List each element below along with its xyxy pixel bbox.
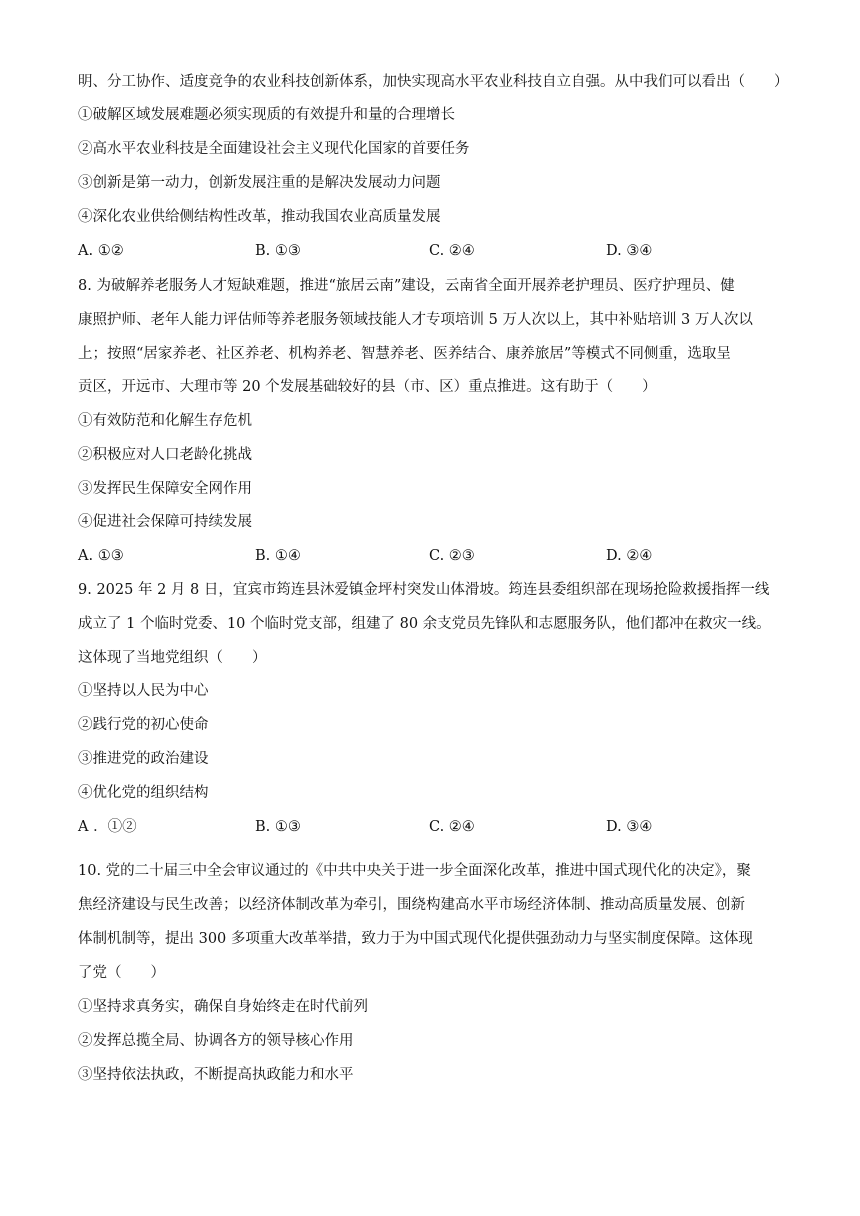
q10-item-1: ①坚持求真务实，确保自身始终走在时代前列 bbox=[78, 999, 368, 1015]
q9-options bbox=[78, 817, 798, 837]
q7-option-c[interactable]: C. ②④ bbox=[429, 243, 475, 259]
q8-stem-line-1: 8. 为破解养老服务人才短缺难题，推进“旅居云南”建设，云南省全面开展养老护理员、医疗护理员、健 bbox=[78, 278, 735, 294]
q7-item-4: ④深化农业供给侧结构性改革，推动我国农业高质量发展 bbox=[78, 209, 441, 225]
q10-stem-line-4: 了党（ ） bbox=[78, 965, 165, 981]
q9-option-c[interactable]: C. ②④ bbox=[429, 819, 475, 835]
q9-stem-line-1: 9. 2025 年 2 月 8 日，宜宾市筠连县沐爱镇金坪村突发山体滑坡。筠连县委组织部在现场抢险救援指挥一线 bbox=[78, 582, 770, 598]
q8-option-a[interactable]: A. ①③ bbox=[78, 548, 124, 564]
q10-stem-line-2: 焦经济建设与民生改善；以经济体制改革为牵引，围绕构建高水平市场经济体制、推动高质量发展、创新 bbox=[78, 897, 745, 913]
q7-item-1: ①破解区域发展难题必须实现质的有效提升和量的合理增长 bbox=[78, 107, 455, 123]
q7-option-d[interactable]: D. ③④ bbox=[606, 243, 653, 259]
q9-option-d[interactable]: D. ③④ bbox=[606, 819, 653, 835]
q9-item-2: ②践行党的初心使命 bbox=[78, 717, 209, 733]
q7-option-a[interactable]: A. ①② bbox=[78, 243, 124, 259]
q8-item-4: ④促进社会保障可持续发展 bbox=[78, 514, 252, 530]
q10-item-3: ③坚持依法执政，不断提高执政能力和水平 bbox=[78, 1067, 354, 1083]
q9-stem-line-3: 这体现了当地党组织（ ） bbox=[78, 650, 267, 666]
q8-stem-line-3: 上；按照“居家养老、社区养老、机构养老、智慧养老、医养结合、康养旅居”等模式不同侧重，选取呈 bbox=[78, 346, 731, 362]
q8-options bbox=[78, 546, 798, 566]
q8-option-c[interactable]: C. ②③ bbox=[429, 548, 475, 564]
q7-item-3: ③创新是第一动力，创新发展注重的是解决发展动力问题 bbox=[78, 175, 441, 191]
q10-stem-line-1: 10. 党的二十届三中全会审议通过的《中共中央关于进一步全面深化改革，推进中国式现代化的决定》，聚 bbox=[78, 863, 751, 879]
q8-option-d[interactable]: D. ②④ bbox=[606, 548, 653, 564]
q8-stem-line-2: 康照护师、老年人能力评估师等养老服务领域技能人才专项培训 5 万人次以上，其中补贴培训 3 万人次以 bbox=[78, 312, 753, 328]
q8-stem-line-4: 贡区，开远市、大理市等 20 个发展基础较好的县（市、区）重点推进。这有助于（ ） bbox=[78, 379, 657, 395]
q9-item-1: ①坚持以人民为中心 bbox=[78, 683, 209, 699]
q9-stem-line-2: 成立了 1 个临时党委、10 个临时党支部，组建了 80 余支党员先锋队和志愿服务队，他们都冲在救灾一线。 bbox=[78, 616, 771, 632]
q7-item-2: ②高水平农业科技是全面建设社会主义现代化国家的首要任务 bbox=[78, 141, 470, 157]
q8-item-1: ①有效防范和化解生存危机 bbox=[78, 413, 252, 429]
q9-item-3: ③推进党的政治建设 bbox=[78, 751, 209, 767]
q8-item-2: ②积极应对人口老龄化挑战 bbox=[78, 447, 252, 463]
q8-option-b[interactable]: B. ①④ bbox=[255, 548, 301, 564]
q7-option-b[interactable]: B. ①③ bbox=[255, 243, 301, 259]
q10-item-2: ②发挥总揽全局、协调各方的领导核心作用 bbox=[78, 1033, 354, 1049]
q7-options bbox=[78, 241, 798, 261]
q9-item-4: ④优化党的组织结构 bbox=[78, 785, 209, 801]
q7-stem-line: 明、分工协作、适度竞争的农业科技创新体系，加快实现高水平农业科技自立自强。从中我们可以看出（ ） bbox=[78, 74, 789, 90]
q9-option-a[interactable]: A ．①② bbox=[78, 819, 137, 835]
q10-stem-line-3: 体制机制等，提出 300 多项重大改革举措，致力于为中国式现代化提供强劲动力与坚实制度保障。这体现 bbox=[78, 931, 753, 947]
q9-option-b[interactable]: B. ①③ bbox=[255, 819, 301, 835]
q8-item-3: ③发挥民生保障安全网作用 bbox=[78, 481, 252, 497]
